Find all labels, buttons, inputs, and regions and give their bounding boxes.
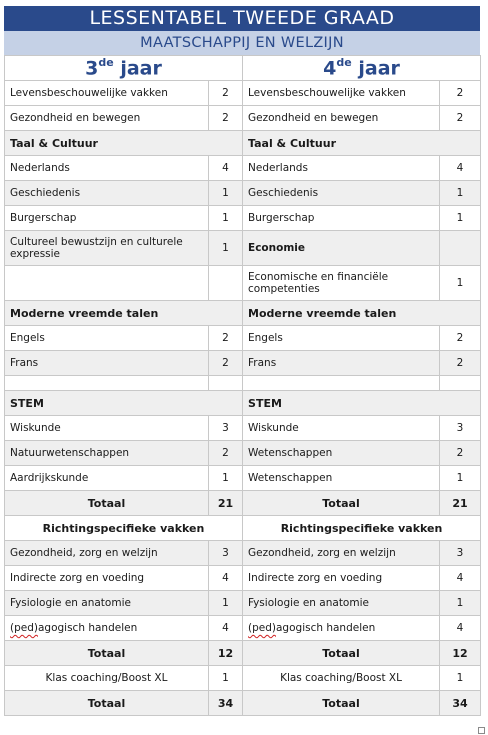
- subject-label: Klas coaching/Boost XL: [5, 666, 209, 691]
- subject-hours: 2: [209, 441, 243, 466]
- table-row: [5, 131, 481, 156]
- subject-hours: 1: [440, 591, 481, 616]
- table-row: [5, 351, 481, 376]
- table-row: [5, 156, 481, 181]
- subject-label: Levensbeschouwelijke vakken: [243, 81, 440, 106]
- subject-hours: 3: [209, 541, 243, 566]
- subject-label: (ped)agogisch handelen: [243, 616, 440, 641]
- total-label: Totaal: [243, 641, 440, 666]
- table-row: [5, 391, 481, 416]
- subject-label: Gezondheid, zorg en welzijn: [5, 541, 209, 566]
- subject-hours: 1: [440, 666, 481, 691]
- subject-hours: 1: [209, 231, 243, 266]
- subject-hours: 1: [440, 466, 481, 491]
- subject-hours: 1: [440, 206, 481, 231]
- subject-hours: [209, 266, 243, 301]
- subject-label: Levensbeschouwelijke vakken: [5, 81, 209, 106]
- subject-label: Nederlands: [243, 156, 440, 181]
- subject-label: Burgerschap: [5, 206, 209, 231]
- table-row: [5, 491, 481, 516]
- subject-hours: 2: [440, 351, 481, 376]
- subject-hours: 4: [440, 156, 481, 181]
- subject-hours: [440, 231, 481, 266]
- section-heading: Moderne vreemde talen: [243, 301, 481, 326]
- total-hours: 12: [209, 641, 243, 666]
- subject-hours: 1: [209, 181, 243, 206]
- subject-hours: 2: [440, 106, 481, 131]
- subject-hours: 1: [440, 181, 481, 206]
- subject-hours: 3: [209, 416, 243, 441]
- subject-label: Geschiedenis: [243, 181, 440, 206]
- total-label: Totaal: [5, 491, 209, 516]
- subject-label: Engels: [5, 326, 209, 351]
- subject-label: [5, 376, 209, 391]
- subject-label: [5, 266, 209, 301]
- table-row: [5, 666, 481, 691]
- section-heading: Richtingspecifieke vakken: [243, 516, 481, 541]
- table-row: [5, 591, 481, 616]
- subject-hours: 2: [209, 81, 243, 106]
- subject-label: Klas coaching/Boost XL: [243, 666, 440, 691]
- subject-hours: [209, 376, 243, 391]
- subject-label: Gezondheid, zorg en welzijn: [243, 541, 440, 566]
- subject-hours: 2: [440, 441, 481, 466]
- table-row: [5, 231, 481, 266]
- subject-hours: 1: [209, 591, 243, 616]
- subject-hours: 2: [209, 326, 243, 351]
- subject-hours: 1: [440, 266, 481, 301]
- curriculum-sheet: [4, 6, 480, 716]
- subject-label: [243, 376, 440, 391]
- year-4-heading: 4de jaar: [243, 56, 481, 81]
- total-hours: 34: [209, 691, 243, 716]
- table-row: [5, 691, 481, 716]
- year-3-heading: 3de jaar: [5, 56, 243, 81]
- subject-hours: 1: [209, 666, 243, 691]
- table-row: [5, 181, 481, 206]
- subject-label: Aardrijkskunde: [5, 466, 209, 491]
- table-row: [5, 566, 481, 591]
- subject-label: Fysiologie en anatomie: [5, 591, 209, 616]
- subject-label: (ped)agogisch handelen: [5, 616, 209, 641]
- subject-label: Cultureel bewustzijn en culturele expressie: [5, 231, 209, 266]
- table-row: [5, 376, 481, 391]
- subject-hours: 1: [209, 466, 243, 491]
- subject-label: Geschiedenis: [5, 181, 209, 206]
- table-row: [5, 301, 481, 326]
- subject-label: Wetenschappen: [243, 441, 440, 466]
- spellcheck-mark: (ped): [248, 622, 276, 634]
- subject-hours: 2: [209, 106, 243, 131]
- subject-label: Wiskunde: [5, 416, 209, 441]
- subject-label: Indirecte zorg en voeding: [5, 566, 209, 591]
- subject-label: Frans: [243, 351, 440, 376]
- subject-hours: 4: [209, 616, 243, 641]
- total-label: Totaal: [243, 691, 440, 716]
- page-subtitle: MAATSCHAPPIJ EN WELZIJN: [4, 31, 480, 55]
- subject-hours: 4: [440, 616, 481, 641]
- section-heading: Taal & Cultuur: [243, 131, 481, 156]
- subject-label: Fysiologie en anatomie: [243, 591, 440, 616]
- subject-label: Gezondheid en bewegen: [243, 106, 440, 131]
- total-label: Totaal: [5, 691, 209, 716]
- subject-label: Gezondheid en bewegen: [5, 106, 209, 131]
- subject-hours: 4: [440, 566, 481, 591]
- spellcheck-mark: (ped): [10, 622, 38, 634]
- section-heading: STEM: [243, 391, 481, 416]
- section-heading: Taal & Cultuur: [5, 131, 243, 156]
- table-row: [5, 616, 481, 641]
- subject-hours: 4: [209, 156, 243, 181]
- table-row: [5, 466, 481, 491]
- page-title: LESSENTABEL TWEEDE GRAAD: [4, 6, 480, 31]
- year-header-row: [5, 56, 481, 81]
- subject-hours: 4: [209, 566, 243, 591]
- subject-label: Frans: [5, 351, 209, 376]
- total-label: Totaal: [5, 641, 209, 666]
- subject-label: Indirecte zorg en voeding: [243, 566, 440, 591]
- total-hours: 34: [440, 691, 481, 716]
- table-row: [5, 541, 481, 566]
- subject-label: Burgerschap: [243, 206, 440, 231]
- section-heading: STEM: [5, 391, 243, 416]
- subject-hours: 3: [440, 541, 481, 566]
- total-hours: 21: [440, 491, 481, 516]
- subject-label: Natuurwetenschappen: [5, 441, 209, 466]
- total-hours: 12: [440, 641, 481, 666]
- section-heading: Richtingspecifieke vakken: [5, 516, 243, 541]
- subject-hours: 2: [209, 351, 243, 376]
- table-row: [5, 206, 481, 231]
- subject-label: Wiskunde: [243, 416, 440, 441]
- total-label: Totaal: [243, 491, 440, 516]
- section-heading: Moderne vreemde talen: [5, 301, 243, 326]
- table-row: [5, 326, 481, 351]
- subject-label: Economische en financiële competenties: [243, 266, 440, 301]
- subject-hours: [440, 376, 481, 391]
- subject-label: Nederlands: [5, 156, 209, 181]
- subject-hours: 2: [440, 81, 481, 106]
- subject-label: Economie: [243, 231, 440, 266]
- subject-hours: 1: [209, 206, 243, 231]
- table-row: [5, 641, 481, 666]
- subject-label: Wetenschappen: [243, 466, 440, 491]
- total-hours: 21: [209, 491, 243, 516]
- table-row: [5, 441, 481, 466]
- table-row: [5, 106, 481, 131]
- table-row: [5, 416, 481, 441]
- subject-hours: 3: [440, 416, 481, 441]
- table-row: [5, 516, 481, 541]
- curriculum-table: [4, 55, 481, 716]
- table-resize-handle[interactable]: [478, 727, 485, 734]
- subject-label: Engels: [243, 326, 440, 351]
- table-row: [5, 81, 481, 106]
- table-row: [5, 266, 481, 301]
- subject-hours: 2: [440, 326, 481, 351]
